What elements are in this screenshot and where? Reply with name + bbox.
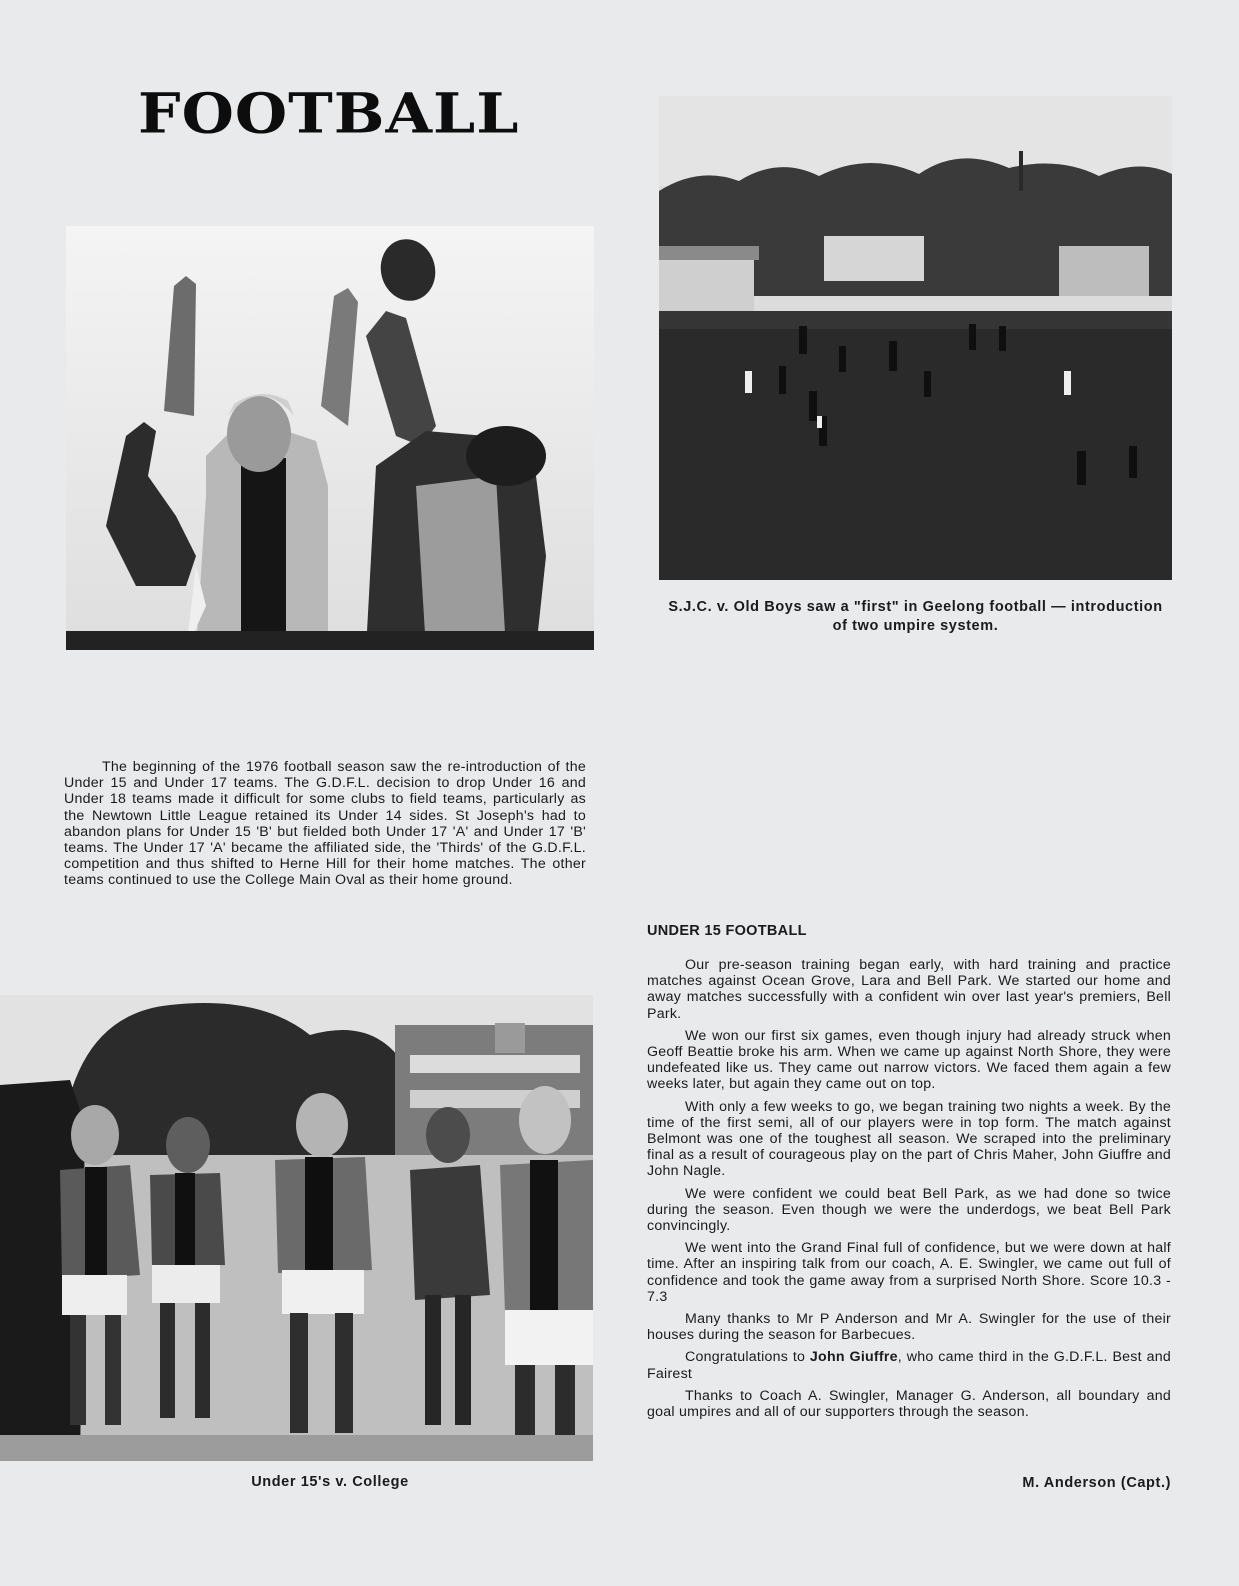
under-15-paragraph-7 [647,1349,1171,1381]
under-15-article [647,957,1171,1426]
page-title: FOOTBALL [138,82,520,147]
congratulations-text: Congratulations to [685,1349,810,1366]
under-15-paragraph-4: We were confident we could beat Bell Park, as we had done so twice during the season. Even though we were the underdogs, we beat Bell Park convincingly. [647,1185,1171,1235]
football-oval-match-photo [659,96,1172,580]
under-15-paragraph-8: Thanks to Coach A. Swingler, Manager G. Anderson, all boundary and goal umpires and all of our supporters through the season. [647,1387,1171,1421]
under-15-paragraph-3: With only a few weeks to go, we began training two nights a week. By the time of the first semi, all of our players were in top form. The match against Belmont was one of the toughest all season. We scraped into the preliminary final as a result of courageous play on the part of Chris Maher, John Giuffre and John Nagle. [647,1098,1171,1180]
author-signature: M. Anderson (Capt.) [1022,1475,1171,1491]
player-name-highlight: John Giuffre [809,1349,898,1366]
under-15-paragraph-2: We won our first six games, even though injury had already struck when Geoff Beattie broke his arm. When we came up against North Shore, they were undefeated like us. They came out narrow victors. We faced them again a few weeks later, but again they came out on top. [647,1027,1171,1093]
best-and-fairest-text: , who came third in the G.D.F.L. Best and Fairest [647,1349,1171,1382]
under-15-paragraph-1: Our pre-season training began early, with hard training and practice matches against Ocean Grove, Lara and Bell Park. We started our home and away matches successfully with a confident win over last year's premiers, Bell Park. [647,957,1171,1022]
under-15-paragraph-5: We went into the Grand Final full of confidence, but we were down at half time. After an inspiring talk from our coach, A. E. Swingler, we came out full of confidence and took the game away from a surprised North Shore. Score 10.3 - 7.3 [647,1240,1171,1305]
under-15-heading: UNDER 15 FOOTBALL [647,923,807,939]
oval-photo-caption: S.J.C. v. Old Boys saw a "first" in Geelong football — introduction of two umpire system. [668,599,1163,634]
intro-article [64,759,586,895]
football-players-leaping-photo [66,226,594,650]
intro-paragraph: The beginning of the 1976 football season saw the re-introduction of the Under 15 and Under 17 teams. The G.D.F.L. decision to drop Under 16 and Under 18 teams made it difficult for some clubs to field teams, particularly as the Newtown Little League retained its Under 14 sides. St Joseph's had to abandon plans for Under 15 'B' but fielded both Under 17 'A' and Under 17 'B' teams. The Under 17 'A' became the affiliated side, the 'Thirds' of the G.D.F.L. competition and thus shifted to Herne Hill for their home matches. The other teams continued to use the College Main Oval as their home ground. [64,759,586,889]
under-15-paragraph-6: Many thanks to Mr P Anderson and Mr A. Swingler for the use of their houses during the season for Barbecues. [647,1311,1171,1344]
team-photo-caption: Under 15's v. College [251,1474,409,1490]
under-15-team-group-photo [0,995,593,1461]
